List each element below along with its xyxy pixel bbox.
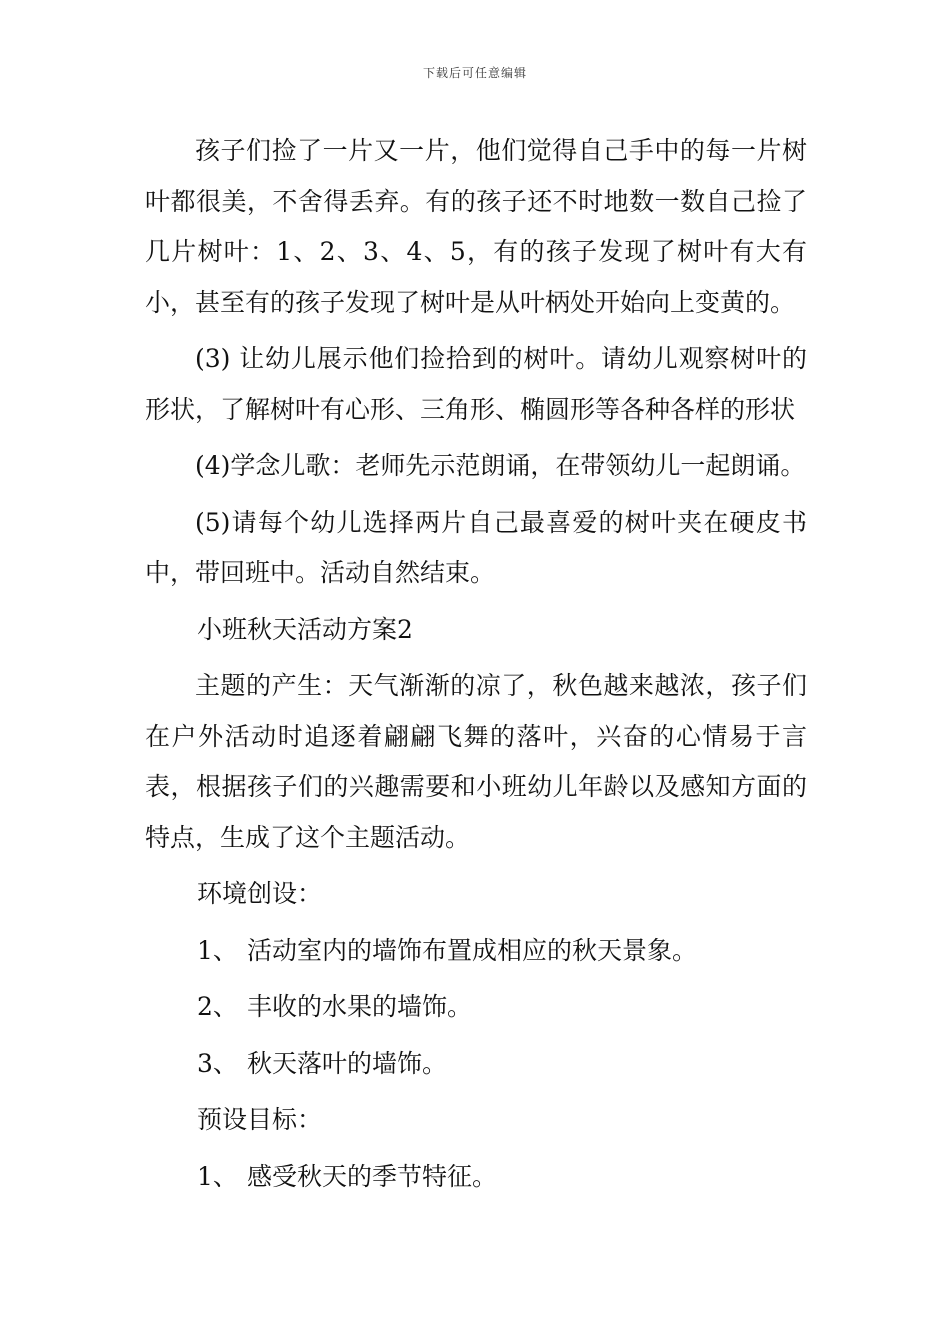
- paragraph-step-5: (5)请每个幼儿选择两片自己最喜爱的树叶夹在硬皮书中，带回班中。活动自然结束。: [145, 507, 807, 587]
- list-item: [145, 926, 807, 977]
- paragraph-leaves-collecting: 孩子们捡了一片又一片，他们觉得自己手中的每一片树叶都很美，不舍得丢弃。有的孩子还不时地数一数自己捡了几片树叶：1、2、3、4、5，有的孩子发现了树叶有大有小，甚至有的孩子发现了树叶是从叶柄处开始向上变黄的。: [145, 136, 807, 317]
- paragraph-step-4: (4)学念儿歌：老师先示范朗诵，在带领幼儿一起朗诵。: [195, 451, 806, 480]
- list-item-number: 2、: [197, 992, 238, 1021]
- list-item-number: 1、: [197, 935, 238, 965]
- document-body: [145, 126, 807, 1208]
- paragraph-theme-origin: 主题的产生：天气渐渐的凉了，秋色越来越浓，孩子们在户外活动时追逐着翩翩飞舞的落叶，兴奋的心情易于言表，根据孩子们的兴趣需要和小班幼儿年龄以及感知方面的特点，生成了这个主题活动。: [145, 671, 807, 852]
- list-item-text: 感受秋天的季节特征。: [247, 1161, 498, 1191]
- paragraph-step-3: (3) 让幼儿展示他们捡拾到的树叶。请幼儿观察树叶的形状，了解树叶有心形、三角形、椭圆形等各种各样的形状: [145, 344, 807, 424]
- list-item: [145, 1152, 807, 1203]
- list-item-text: 秋天落叶的墙饰。: [247, 1048, 448, 1078]
- page-header: 下载后可任意编辑: [422, 66, 527, 80]
- list-item: [145, 1039, 807, 1090]
- section-title: 小班秋天活动方案2: [197, 614, 413, 644]
- list-item: [145, 982, 807, 1033]
- list-item-text: 丰收的水果的墙饰。: [247, 992, 473, 1021]
- list-item-number: 1、: [197, 1161, 238, 1191]
- list-item-text: 活动室内的墙饰布置成相应的秋天景象。: [247, 935, 698, 965]
- goals-heading: 预设目标：: [197, 1105, 323, 1134]
- environment-heading: 环境创设：: [197, 879, 323, 908]
- list-item-number: 3、: [197, 1048, 238, 1078]
